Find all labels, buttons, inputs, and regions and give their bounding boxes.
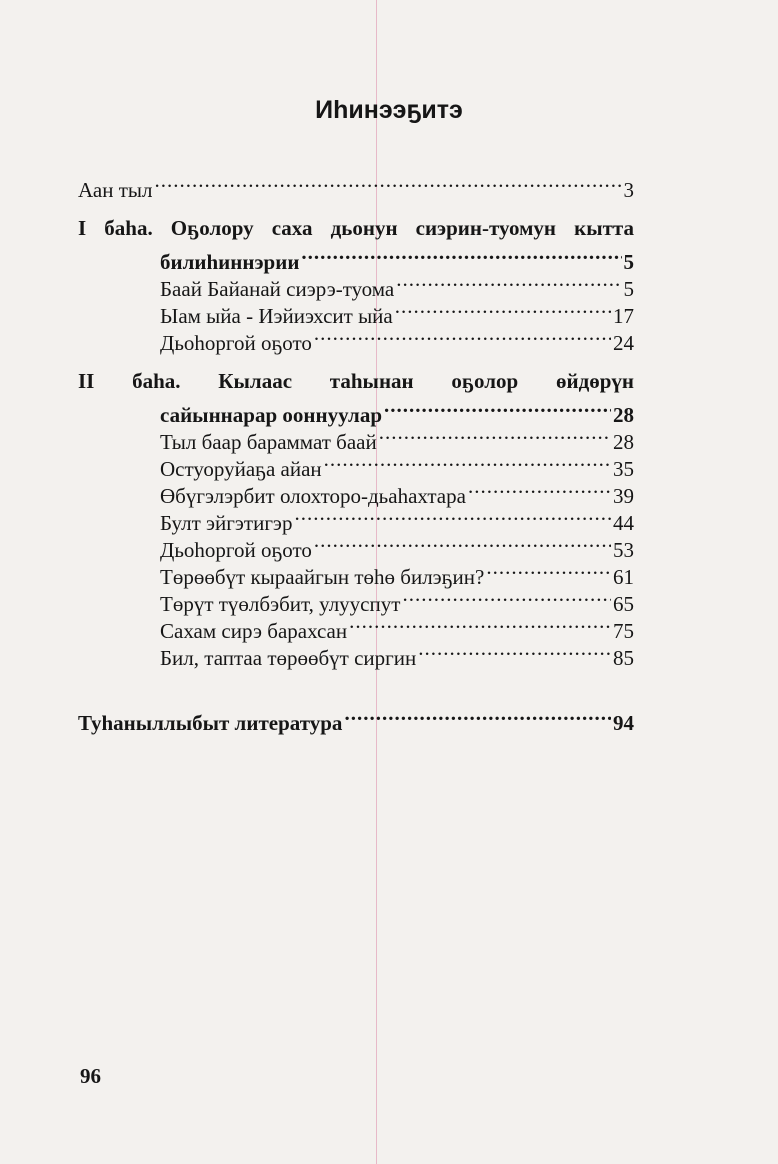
toc-entry-page: 5 xyxy=(623,250,634,274)
toc-entry-label: Тыл баар бараммат баай xyxy=(160,430,377,454)
dot-leader xyxy=(468,476,611,503)
chapter2-title-line2: сайыннарар ооннуулар xyxy=(160,403,383,427)
toc-entry-label: Булт эйгэтигэр xyxy=(160,511,293,535)
toc-entry-label: Туhаныллыбыт литература xyxy=(78,711,343,735)
toc-entry-page: 44 xyxy=(613,511,634,535)
toc-entry-page: 3 xyxy=(623,178,634,202)
dot-leader xyxy=(314,530,611,557)
dot-leader xyxy=(486,557,611,584)
toc-entry-label: Бил, таптаа төрөөбүт сиргин xyxy=(160,646,417,670)
toc-entry-intro[interactable] xyxy=(78,170,634,202)
dot-leader xyxy=(294,503,611,530)
toc-entry-page: 17 xyxy=(613,304,634,328)
toc-entry-page: 94 xyxy=(613,711,634,735)
toc-entry-page: 5 xyxy=(623,277,634,301)
toc-entry-page: 24 xyxy=(613,331,634,355)
toc-entry-label: Төрөөбүт кыраайгын төhө билэҕин? xyxy=(160,565,485,589)
toc-entry-page: 65 xyxy=(613,592,634,616)
dot-leader xyxy=(301,242,621,269)
toc-entry-page: 28 xyxy=(613,403,634,427)
toc-entry-label: Дьоhоргой оҕото xyxy=(160,538,312,562)
chapter1-title-line2: билиhиннэрии xyxy=(160,250,300,274)
dot-leader xyxy=(314,323,611,350)
toc-entry-page: 28 xyxy=(613,430,634,454)
toc-entry-page: 85 xyxy=(613,646,634,670)
toc-entry-label: Өбүгэлэрбит олохторо-дьаhахтара xyxy=(160,484,466,508)
dot-leader xyxy=(379,422,611,449)
toc-entry-literature[interactable] xyxy=(78,703,634,735)
dot-leader xyxy=(402,584,611,611)
toc-entry-page: 75 xyxy=(613,619,634,643)
toc-entry-page: 61 xyxy=(613,565,634,589)
toc-entry-label: Төрүт түөлбэбит, улууспут xyxy=(160,592,401,616)
dot-leader xyxy=(349,611,611,638)
dot-leader xyxy=(344,703,611,730)
toc-entry-label: Остуоруйаҕа айан xyxy=(160,457,322,481)
toc-entry-page: 35 xyxy=(613,457,634,481)
dot-leader xyxy=(384,395,611,422)
chapter2-title-line1[interactable]: II баhа. Кылаас таhынан оҕолор өйдөрүн xyxy=(78,369,634,393)
dot-leader xyxy=(395,296,611,323)
toc-entry-label: Баай Байанай сиэрэ-туома xyxy=(160,277,395,301)
toc-entry-label: Аан тыл xyxy=(78,178,153,202)
page-number: 96 xyxy=(80,1064,101,1088)
toc-entry-label: Дьоhоргой оҕото xyxy=(160,331,312,355)
toc-entry-page: 53 xyxy=(613,538,634,562)
page-title: Иhинээҕитэ xyxy=(315,96,463,124)
toc-entry-page: 39 xyxy=(613,484,634,508)
dot-leader xyxy=(154,170,621,197)
dot-leader xyxy=(418,638,611,665)
dot-leader xyxy=(324,449,611,476)
chapter1-title-line1[interactable]: I баhа. Оҕолору саха дьонун сиэрин-туомун кытта xyxy=(78,216,634,240)
table-of-contents xyxy=(78,170,634,735)
toc-entry-label: Сахам сирэ барахсан xyxy=(160,619,348,643)
toc-entry-chapter2[interactable] xyxy=(160,395,634,427)
toc-entry-chapter1[interactable] xyxy=(160,242,634,274)
dot-leader xyxy=(396,269,621,296)
toc-entry-label: Ыам ыйа - Иэйиэхсит ыйа xyxy=(160,304,393,328)
